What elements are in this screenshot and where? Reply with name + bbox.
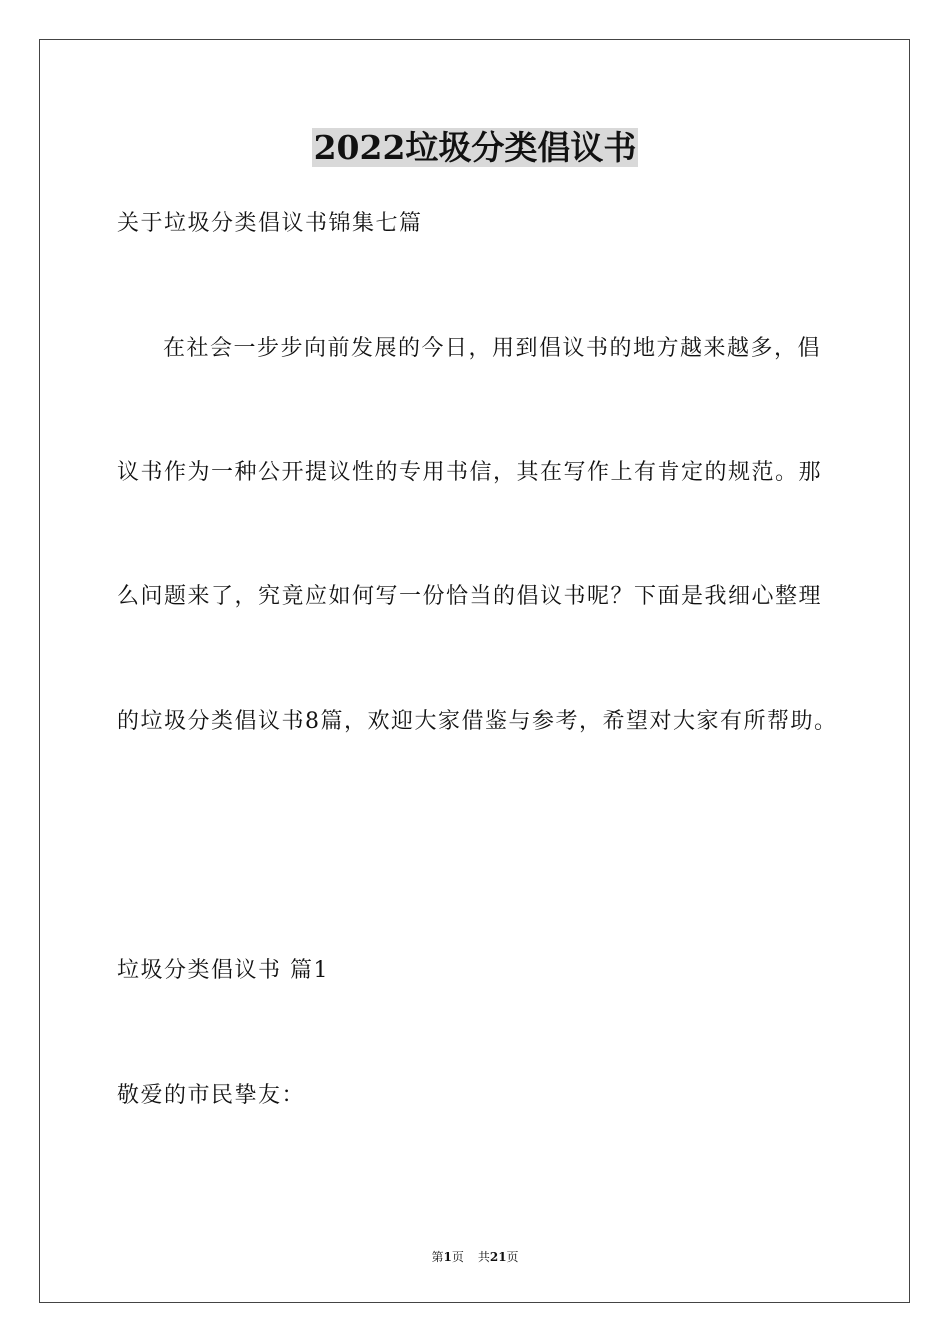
footer-total-pages: 21 — [489, 1250, 507, 1264]
intro-line-3: 么问题来了，究竟应如何写一份恰当的倡议书呢？下面是我细心整理 — [117, 584, 823, 609]
document-title-text: 2022垃圾分类倡议书 — [313, 128, 637, 167]
document-subtitle: 关于垃圾分类倡议书锦集七篇 — [117, 211, 423, 236]
footer-total-prefix: 共 — [477, 1250, 490, 1264]
intro-line-1: 在社会一步步向前发展的今日，用到倡议书的地方越来越多，倡 — [163, 336, 822, 361]
footer-total-suffix: 页 — [506, 1250, 519, 1264]
footer-page-suffix: 页 — [451, 1250, 464, 1264]
footer-page-number: 1 — [443, 1250, 452, 1264]
document-title — [0, 126, 950, 170]
salutation: 敬爱的市民挚友： — [117, 1083, 306, 1108]
page-footer — [0, 1249, 950, 1265]
intro-line-4: 的垃圾分类倡议书8篇，欢迎大家借鉴与参考，希望对大家有所帮助。 — [117, 709, 838, 734]
section-heading: 垃圾分类倡议书 篇1 — [117, 958, 329, 983]
intro-line-2: 议书作为一种公开提议性的专用书信，其在写作上有肯定的规范。那 — [117, 460, 823, 485]
footer-page-prefix: 第 — [431, 1250, 444, 1264]
